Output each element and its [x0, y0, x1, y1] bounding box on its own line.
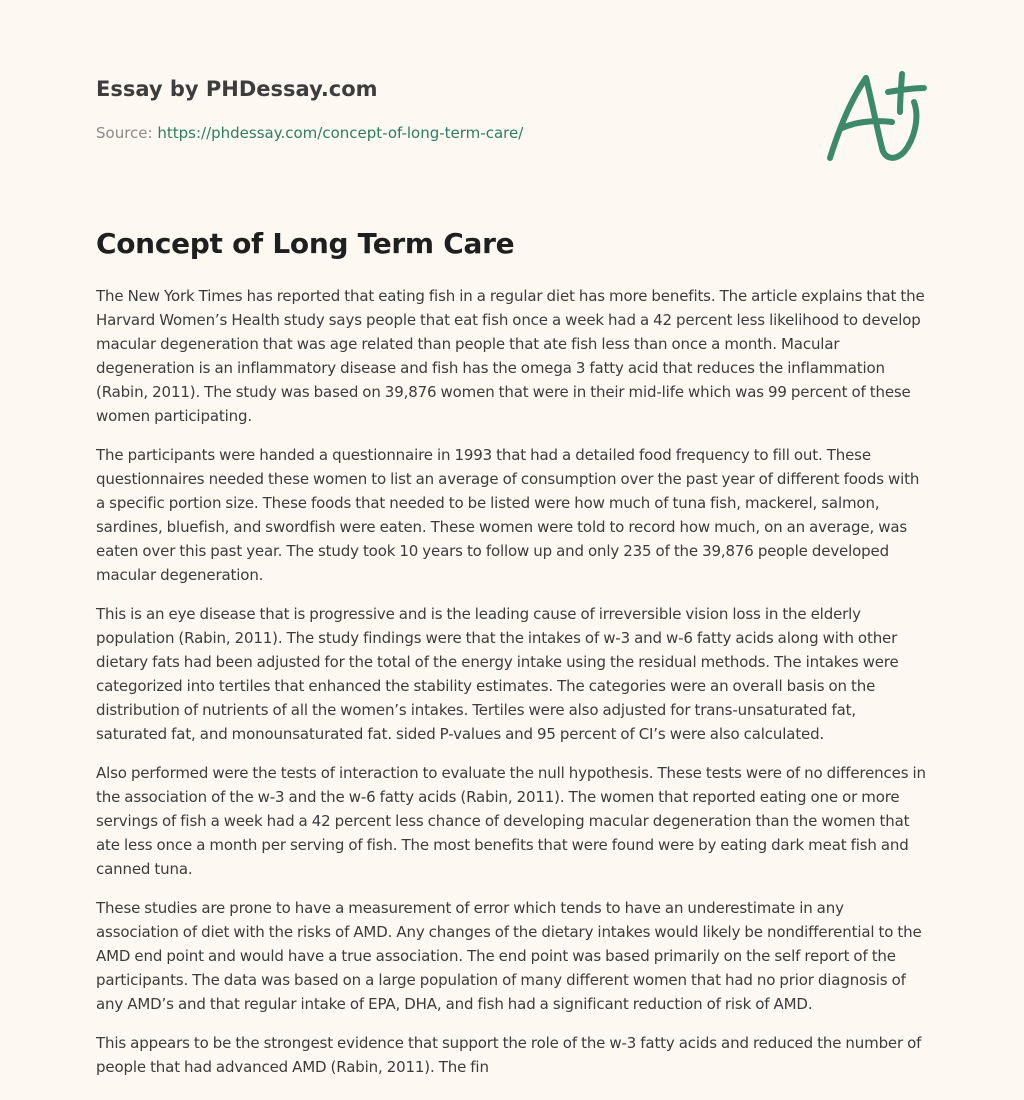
essay-paragraph: The New York Times has reported that eating fish in a regular diet has more benefits. The article explains that the Harvard Women’s Health study says people that eat fish once a week had a 42 percent less likelihood to develop macular degeneration that was age related than people that ate fish less than once a month. Macular degeneration is an inflammatory disease and fish has the omega 3 fatty acid that reduces the inflammation (Rabin, 2011). The study was based on 39,876 women that were in their mid-life which was 99 percent of these women participating.	[96, 287, 925, 425]
essay-paragraph: These studies are prone to have a measurement of error which tends to have an underestimate in any association of diet with the risks of AMD. Any changes of the dietary intakes would likely be nondifferential to the AMD end point and would have a true association. The end point was based primarily on the self report of the participants. The data was based on a large population of many different women that had no prior diagnosis of any AMD’s and that regular intake of EPA, DHA, and fish had a significant reduction of risk of AMD.	[96, 899, 922, 1013]
essay-paragraph: This appears to be the strongest evidence that support the role of the w-3 fatty acids and reduced the number of people that had advanced AMD (Rabin, 2011). The fin	[96, 1034, 922, 1076]
source-line	[96, 123, 523, 143]
source-link[interactable]: https://phdessay.com/concept-of-long-term-care/	[157, 124, 524, 142]
site-brand: Essay by PHDessay.com	[96, 77, 378, 101]
page-header	[96, 74, 928, 142]
essay-title: Concept of Long Term Care	[96, 227, 515, 260]
essay-paragraph: The participants were handed a questionnaire in 1993 that had a detailed food frequency to fill out. These questionnaires needed these women to list an average of consumption over the past year of different foods with a specific portion size. These foods that needed to be listed were how much of tuna fish, mackerel, salmon, sardines, bluefish, and swordfish were eaten. These women were told to record how much, on an average, was eaten over this past year. The study took 10 years to follow up and only 235 of the 39,876 people developed macular degeneration.	[96, 446, 920, 584]
a-plus-logo-svg	[818, 66, 930, 166]
a-plus-logo-icon	[818, 66, 930, 166]
essay-paragraph: This is an eye disease that is progressive and is the leading cause of irreversible vision loss in the elderly population (Rabin, 2011). The study findings were that the intakes of w-3 and w-6 fatty acids along with other dietary fats had been adjusted for the total of the energy intake using the residual methods. The intakes were categorized into tertiles that enhanced the stability estimates. The categories were an overall basis on the distribution of nutrients of all the women’s intakes. Tertiles were also adjusted for trans-unsaturated fat, saturated fat, and monounsaturated fat. sided P-values and 95 percent of CI’s were also calculated.	[96, 605, 899, 743]
essay-paragraph: Also performed were the tests of interaction to evaluate the null hypothesis. These tests were of no differences in the association of the w-3 and the w-6 fatty acids (Rabin, 2011). The women that reported eating one or more servings of fish a week had a 42 percent less chance of developing macular degeneration than the women that ate less once a month per serving of fish. The most benefits that were found were by eating dark meat fish and canned tuna.	[96, 764, 926, 878]
source-label: Source:	[96, 124, 153, 142]
essay-body	[96, 284, 928, 1094]
